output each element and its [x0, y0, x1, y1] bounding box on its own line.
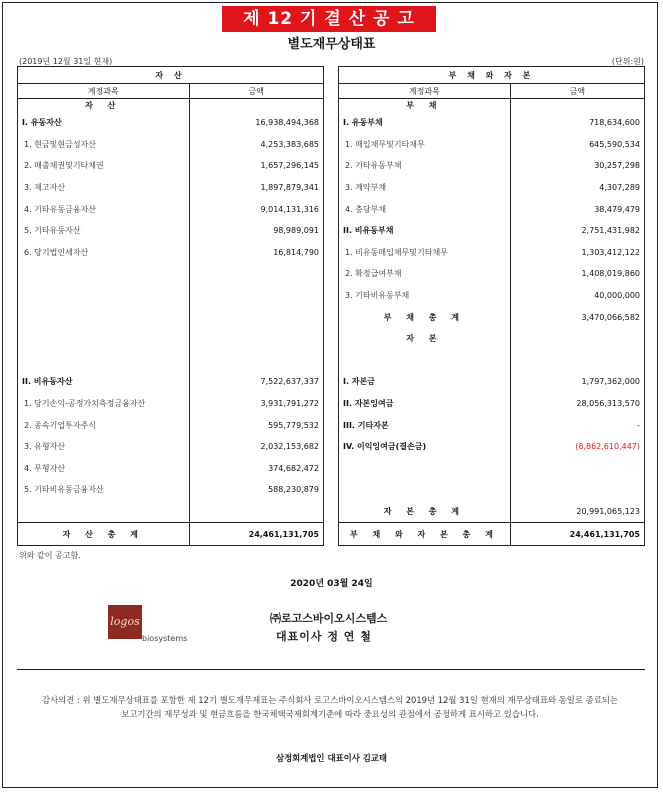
notice-banner: 제 12 기 결 산 공 고: [222, 6, 436, 32]
table-row: [339, 112, 645, 134]
table-row: [339, 328, 645, 350]
account-amount: 3,931,791,272: [189, 393, 323, 415]
account-label: 5. 기타유동자산: [18, 220, 190, 242]
account-amount: 98,989,091: [189, 220, 323, 242]
col-amount: 금액: [189, 84, 323, 99]
account-amount: [510, 479, 644, 501]
table-row: [18, 242, 324, 264]
closing-note: 위와 같이 공고함.: [19, 551, 81, 560]
account-label: [18, 328, 190, 350]
table-row: [339, 177, 645, 199]
account-amount: 9,014,131,316: [189, 198, 323, 220]
total-row: [18, 523, 324, 546]
account-label: 1. 비유동매입채무및기타채무: [339, 242, 511, 264]
account-label: 2. 종속기업투자주식: [18, 414, 190, 436]
account-label: 자 본: [339, 328, 511, 350]
account-label: 2. 매출채권및기타채권: [18, 155, 190, 177]
total-amount: 24,461,131,705: [510, 523, 644, 546]
company-logo: logos: [108, 605, 142, 639]
account-label: [18, 263, 190, 285]
table-row: [339, 242, 645, 264]
account-amount: 4,307,289: [510, 177, 644, 199]
account-amount: 1,657,296,145: [189, 155, 323, 177]
table-row: [18, 198, 324, 220]
table-row: [18, 458, 324, 480]
table-row: [18, 134, 324, 156]
account-label: 3. 재고자산: [18, 177, 190, 199]
account-amount: [189, 328, 323, 350]
account-label: II. 자본잉여금: [339, 393, 511, 415]
divider: [17, 669, 645, 670]
table-row: [339, 285, 645, 307]
unit-note: (단위:원): [611, 57, 644, 66]
account-label: [339, 350, 511, 372]
account-amount: 595,779,532: [189, 414, 323, 436]
account-amount: [189, 263, 323, 285]
account-label: 1. 현금및현금성자산: [18, 134, 190, 156]
account-amount: 2,032,153,682: [189, 436, 323, 458]
account-amount: [510, 458, 644, 480]
section-label: 부 채: [339, 99, 511, 113]
account-label: 6. 당기법인세자산: [18, 242, 190, 264]
col-account: 계정과목: [18, 84, 190, 99]
table-row: [18, 414, 324, 436]
account-label: 2. 기타유동부채: [339, 155, 511, 177]
ceo-name: 대표이사 정 연 철: [276, 630, 372, 643]
account-amount: 1,408,019,860: [510, 263, 644, 285]
account-amount: 1,303,412,122: [510, 242, 644, 264]
total-label: 부 채 와 자 본 총 계: [339, 523, 511, 546]
account-label: III. 기타자본: [339, 414, 511, 436]
account-label: II. 비유동자산: [18, 371, 190, 393]
table-row: [18, 285, 324, 307]
table-row: [18, 328, 324, 350]
account-amount: 16,938,494,368: [189, 112, 323, 134]
account-label: [18, 501, 190, 523]
total-label: 자 산 총 계: [18, 523, 190, 546]
account-label: I. 자본금: [339, 371, 511, 393]
account-label: 4. 기타유동금융자산: [18, 198, 190, 220]
liabilities-equity-table: [338, 66, 645, 546]
total-row: [339, 523, 645, 546]
table-row: [18, 177, 324, 199]
account-amount: [510, 350, 644, 372]
table-row: [339, 198, 645, 220]
col-account: 계정과목: [339, 84, 511, 99]
account-amount: 40,000,000: [510, 285, 644, 307]
account-amount: 7,522,637,337: [189, 371, 323, 393]
table-row: [18, 479, 324, 501]
table-row: [18, 393, 324, 415]
account-label: [18, 285, 190, 307]
table-row: [18, 501, 324, 523]
table-row: [18, 263, 324, 285]
account-label: [18, 350, 190, 372]
account-label: I. 유동부채: [339, 112, 511, 134]
account-label: 3. 기타비유동부채: [339, 285, 511, 307]
account-label: 3. 유형자산: [18, 436, 190, 458]
table-row: [339, 155, 645, 177]
account-label: II. 비유동부채: [339, 220, 511, 242]
table-row: [339, 501, 645, 523]
table-row: [18, 155, 324, 177]
as-of-date: (2019년 12월 31일 현재): [19, 57, 113, 66]
account-amount: [189, 285, 323, 307]
table-row: [339, 220, 645, 242]
account-amount: 30,257,298: [510, 155, 644, 177]
table-row: [18, 306, 324, 328]
account-amount: 38,479,479: [510, 198, 644, 220]
account-amount: [189, 501, 323, 523]
assets-header: 자 산: [18, 67, 324, 84]
table-row: [339, 134, 645, 156]
account-amount: [189, 306, 323, 328]
account-label: [339, 458, 511, 480]
account-amount: -: [510, 414, 644, 436]
account-label: [18, 306, 190, 328]
account-amount: 718,634,600: [510, 112, 644, 134]
account-label: 4. 무형자산: [18, 458, 190, 480]
account-label: 4. 충당부채: [339, 198, 511, 220]
table-row: [339, 479, 645, 501]
account-amount: 588,230,879: [189, 479, 323, 501]
statement-title: 별도재무상태표: [287, 37, 376, 52]
account-label: 1. 매입채무및기타채무: [339, 134, 511, 156]
account-amount: 374,682,472: [189, 458, 323, 480]
audit-opinion: 감사의견 : 위 별도재무상태표를 포함한 제 12기 별도재무제표는 주식회사 로고스바이오시스템스의 2019년 12월 31일 현재의 재무상태표와 동일로 종료되는 보고기간의 재무성과 및 현금흐름을 한국채택국제회계기준에 따라 중요성의 관점에서 공정하게 표시하고 있습니다.: [41, 695, 619, 719]
table-row: [18, 220, 324, 242]
account-label: 자 본 총 계: [339, 501, 511, 523]
account-label: 5. 기타비유동금융자산: [18, 479, 190, 501]
account-amount: 3,470,066,582: [510, 306, 644, 328]
account-amount: 2,751,431,982: [510, 220, 644, 242]
table-row: [18, 371, 324, 393]
table-row: [18, 350, 324, 372]
account-amount: 1,897,879,341: [189, 177, 323, 199]
company-name: ㈜로고스바이오시스템스: [270, 612, 388, 625]
liabilities-header: 부 채 와 자 본: [339, 67, 645, 84]
section-label: 자 산: [18, 99, 190, 113]
table-row: [339, 414, 645, 436]
account-amount: 645,590,534: [510, 134, 644, 156]
table-row: [18, 112, 324, 134]
account-amount: 28,056,313,570: [510, 393, 644, 415]
account-amount: (8,862,610,447): [510, 436, 644, 458]
table-row: [339, 371, 645, 393]
account-label: I. 유동자산: [18, 112, 190, 134]
account-amount: 16,814,790: [189, 242, 323, 264]
table-row: [339, 436, 645, 458]
col-amount: 금액: [510, 84, 644, 99]
account-amount: [189, 350, 323, 372]
account-label: [339, 479, 511, 501]
account-label: 3. 계약부채: [339, 177, 511, 199]
account-amount: 1,797,362,000: [510, 371, 644, 393]
account-label: 1. 당기손익-공정가치측정금융자산: [18, 393, 190, 415]
account-amount: 4,253,383,685: [189, 134, 323, 156]
account-label: IV. 이익잉여금(결손금): [339, 436, 511, 458]
table-row: [339, 263, 645, 285]
assets-table: [17, 66, 324, 546]
table-row: [339, 350, 645, 372]
announce-date: 2020년 03월 24일: [290, 579, 373, 589]
table-row: [18, 436, 324, 458]
table-row: [339, 458, 645, 480]
account-amount: 20,991,065,123: [510, 501, 644, 523]
table-row: [339, 393, 645, 415]
auditor-name: 삼정회계법인 대표이사 김교태: [275, 753, 387, 763]
account-amount: [510, 328, 644, 350]
table-row: [339, 306, 645, 328]
account-label: 2. 확정급여부채: [339, 263, 511, 285]
total-amount: 24,461,131,705: [189, 523, 323, 546]
logo-subtext: biosystems: [142, 634, 188, 643]
account-label: 부 채 총 계: [339, 306, 511, 328]
